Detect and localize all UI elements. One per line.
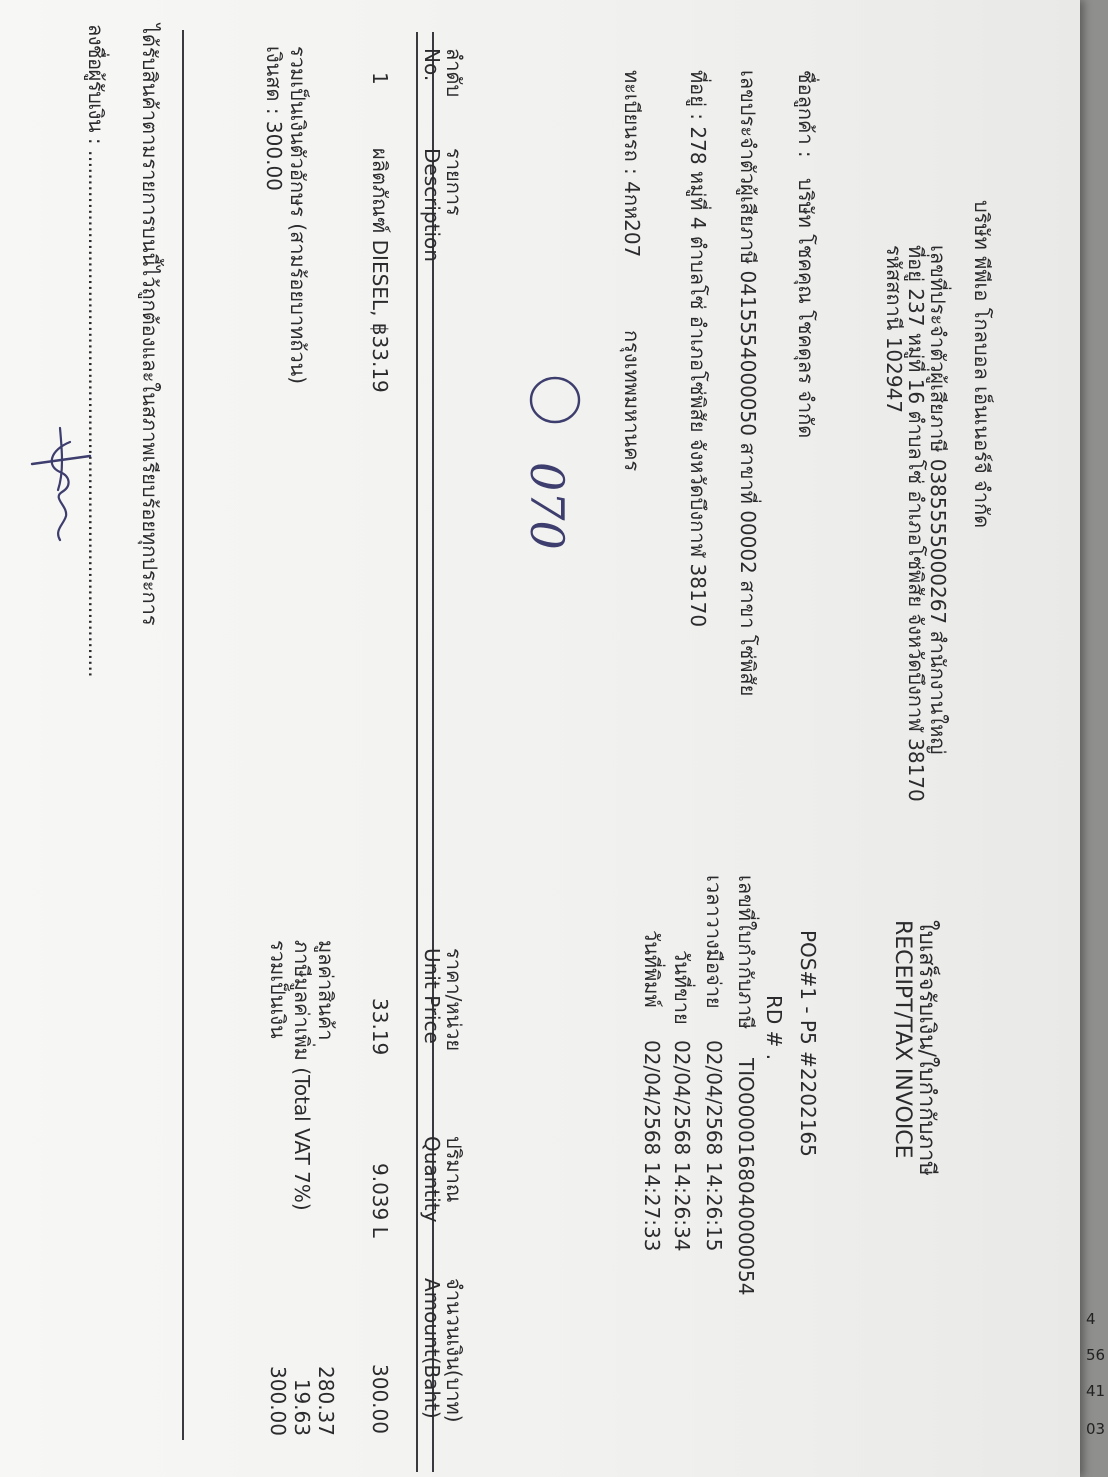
row-quantity: 9.039 L [368, 1163, 392, 1238]
seller-tax-id: เลขที่ประจำตัวผู้เสียภาษี 0385555000267 สำนักงานใหญ่ [926, 245, 950, 755]
seller-name: บริษัท พีพีเอ โกลบอล เอ็นเนอร์จี จำกัด [970, 200, 994, 529]
customer-tax-id: เลขประจำตัวผู้เสียภาษี 0415554000050 สาขาที่ 00002 สาขา โซ่พิสัย [736, 70, 760, 697]
customer-name: บริษัท โชคคุณ โชคดุลร จำกัด [794, 178, 818, 439]
handwritten-circle [531, 378, 579, 422]
vehicle-province: กรุงเทพมหานคร [620, 330, 644, 472]
doc-title-thai: ใบเสร็จรับเงิน/ใบกำกับภาษี [914, 920, 939, 1176]
background-surface [1080, 0, 1108, 1477]
footer-rule [182, 30, 184, 1440]
invoice-number-label: เลขที่ใบกำกับภาษี [734, 875, 758, 1030]
grand-total-label: รวมเป็นเงิน [266, 940, 290, 1039]
print-date: 02/04/2568 14:27:33 [640, 1040, 664, 1252]
receiver-signature [30, 420, 120, 590]
row-amount: 300.00 [368, 1364, 392, 1434]
row-number: 1 [368, 72, 392, 85]
payment-time-label: เวลาวางมือจ่าย [702, 875, 726, 1009]
receiver-signature-line: ลงชื่อผู้รับเงิน : .......................................................................................... [84, 24, 108, 678]
col-desc-english: Description [420, 148, 444, 262]
invoice-number: TIO0000168040000054 [734, 1058, 758, 1296]
cash-paid: เงินสด : 300.00 [262, 46, 286, 191]
row-unit-price: 33.19 [368, 998, 392, 1056]
sale-date: 02/04/2568 14:26:34 [670, 1040, 694, 1252]
col-qty-english: Quantity [420, 1136, 444, 1223]
sale-date-label: วันที่ขาย [670, 950, 694, 1025]
table-header-rule [416, 32, 418, 1472]
customer-name-label: ชื่อลูกค้า : [794, 70, 818, 158]
vat-label: ภาษีมูลค่าเพิ่ม (Total VAT 7%) [290, 940, 314, 1211]
col-qty-thai: ปริมาณ [442, 1136, 466, 1203]
col-price-thai: ราคา/หน่วย [442, 948, 466, 1052]
customer-address: ที่อยู่ : 278 หมู่ที่ 4 ตำบลโซ่ อำเภอโซ่พิสัย จังหวัดบึงกาฬ 38170 [686, 70, 710, 628]
seller-address: ที่อยู่ 237 หมู่ที่ 16 ตำบลโซ่ อำเภอโซ่พิสัย จังหวัดบึงกาฬ 38170 [904, 245, 928, 802]
col-desc-thai: รายการ [442, 148, 466, 216]
net-value-label: มูลค่าสินค้า [314, 940, 338, 1041]
col-amount-english: Amount(Baht) [420, 1278, 444, 1419]
received-statement: ได้รับสินค้าตามรายการบนนี้ไว้ถูกต้องและในสภาพเรียบร้อยทุกประการ [138, 24, 162, 626]
row-description: ผลิตภัณฑ์ DIESEL, ฿33.19 [368, 148, 392, 393]
print-date-label: วันที่พิมพ์ [640, 930, 664, 1008]
seller-branch-code: รหัสสถานี 102947 [882, 245, 906, 414]
amount-in-words: รวมเป็นเงินตัวอักษร (สามร้อยบาทถ้วน) [286, 46, 310, 385]
net-value: 280.37 [314, 1366, 338, 1436]
pos-number: POS#1 - P5 #2202165 [796, 930, 820, 1157]
col-price-english: Unit Price [420, 948, 444, 1044]
vehicle-plate: ทะเบียนรถ : 4กห207 [620, 70, 644, 258]
edge-fragment: 4 [1086, 1310, 1096, 1328]
handwritten-note [515, 370, 595, 560]
rd-number: RD # . [762, 995, 786, 1061]
edge-fragment: 41 [1086, 1382, 1106, 1400]
col-no-english: No. [420, 48, 444, 82]
vat-value: 19.63 [290, 1378, 314, 1436]
handwritten-number: 070 [520, 462, 574, 550]
doc-title-english: RECEIPT/TAX INVOICE [890, 920, 915, 1159]
payment-time: 02/04/2568 14:26:15 [702, 1040, 726, 1252]
col-no-thai: ลำดับ [442, 48, 466, 98]
edge-fragment: 56 [1086, 1346, 1106, 1364]
edge-fragment: 03 [1086, 1420, 1106, 1438]
col-amount-thai: จำนวนเงิน(บาท) [442, 1278, 466, 1423]
grand-total: 300.00 [266, 1366, 290, 1436]
